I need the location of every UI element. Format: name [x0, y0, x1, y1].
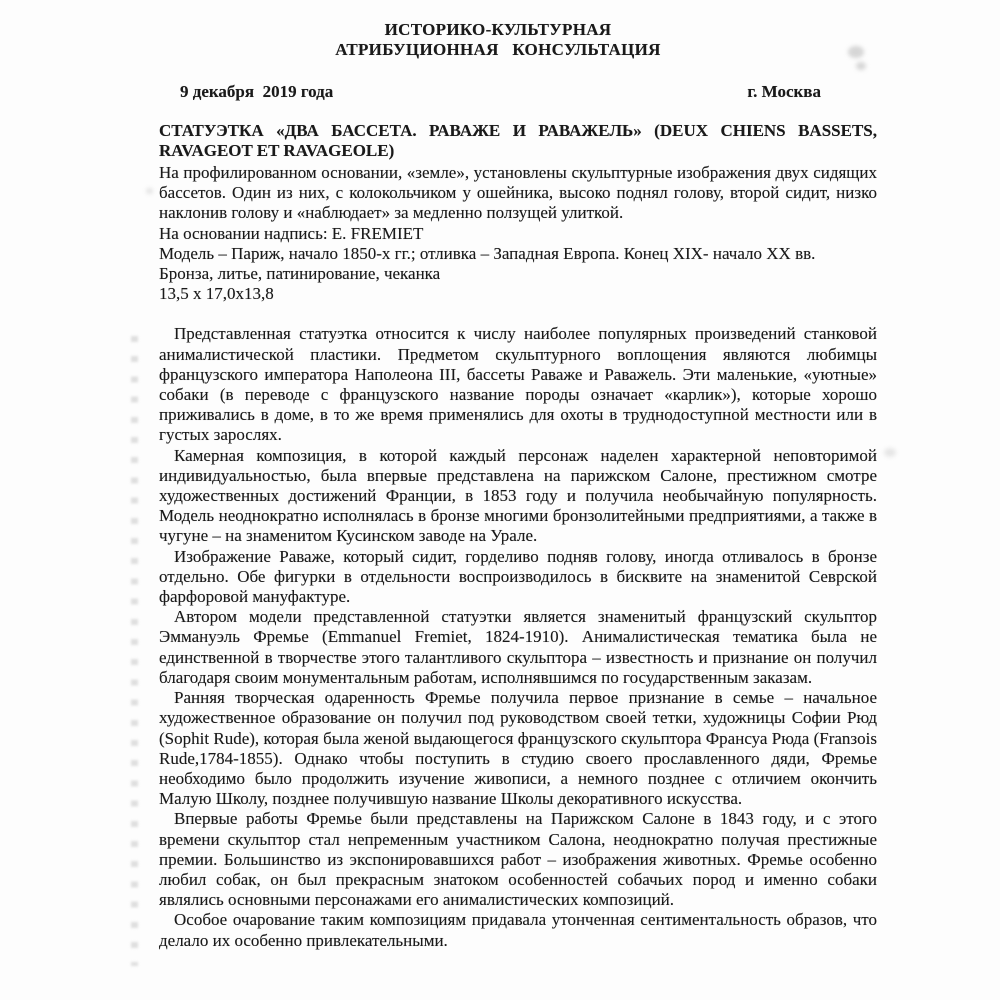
- document-title: [159, 121, 877, 161]
- paragraph: Представленная статуэтка относится к числу наиболее популярных произведений станковой анималистической пластики. Предметом скульптурного воплощения являются любимцы французского императора Наполеона III, бассеты Раваже и Раважель. Эти маленькие, «уютные» собаки (в переводе с французского название породы означает «карлик»), которые хорошо приживались в доме, в то же время применялись для охоты в труднодоступной местности или в густых зарослях.: [159, 324, 877, 445]
- document-header: [159, 20, 877, 60]
- paragraph: Особое очарование таким композициям придавала утонченная сентиментальность образов, что делало их особенно привлекательными.: [159, 910, 877, 950]
- paragraph: Изображение Раваже, который сидит, горделиво подняв голову, иногда отливалось в бронзе отдельно. Обе фигурки в отдельности воспроизводилось в бисквите на знаменитой Севрской фарфоровой мануфактуре.: [159, 546, 877, 607]
- object-description: [159, 163, 877, 304]
- document-title-line-2: RAVAGEOT ET RAVAGEOLE): [159, 140, 395, 160]
- scan-smudge: [884, 448, 896, 457]
- description-line: На основании надпись: E. FREMIET: [159, 223, 424, 243]
- header-line-2: АТРИБУЦИОННАЯ КОНСУЛЬТАЦИЯ: [335, 40, 661, 60]
- paragraph: Камерная композиция, в которой каждый персонаж наделен характерной неповторимой индивидуальностью, была впервые представлена на парижском Салоне, престижном смотре художественных достижений Франции, в 1853 году и получила необычайную популярность. Модель неоднократно исполнялась в бронзе многими бронзолитейными предприятиями, а также в чугуне – на знаменитом Кусинском заводе на Урале.: [159, 445, 877, 546]
- description-line: 13,5 х 17,0х13,8: [159, 284, 274, 304]
- date-text: 9 декабря 2019 года: [180, 82, 334, 102]
- header-line-1: ИСТОРИКО-КУЛЬТУРНАЯ: [384, 20, 612, 39]
- paragraph: Автором модели представленной статуэтки является знаменитый французский скульптор Эммануэль Фремье (Emmanuel Fremiet, 1824-1910). Анималистическая тематика была не единственной в творчестве этого талантливого скульптора – известность и признание он получил благодаря своим монументальным работам, исполнявшимся по государственным заказам.: [159, 607, 877, 687]
- description-line: На профилированном основании, «земле», установлены скульптурные изображения двух сидящих бассетов. Один из них, с колокольчиком у ошейника, высоко поднял голову, второй сидит, низко наклонив голову и «наблюдает» за медленно ползущей улиткой.: [159, 163, 877, 223]
- scan-smudge-strip: [131, 336, 138, 966]
- description-line: Бронза, литье, патинирование, чеканка: [159, 264, 441, 284]
- document-content: [159, 20, 877, 951]
- scan-smudge: [146, 188, 153, 194]
- document-body: [159, 324, 877, 950]
- dateline: [159, 82, 877, 102]
- document-title-line-1: СТАТУЭТКА «ДВА БАССЕТА. РАВАЖЕ И РАВАЖЕЛЬ» (DEUX CHIENS BASSETS,: [159, 120, 877, 140]
- paragraph: Ранняя творческая одаренность Фремье получила первое признание в семье – начальное художественное образование он получил под руководством своей тетки, художницы Софии Рюд (Sophit Rude), которая была женой выдающегося французского скульптора Франсуа Рюда (Franзois Rude,1784-1855). Однако чтобы поступить в студию своего прославленного дяди, Фремье необходимо было продолжить изучение живописи, а немного позднее с отличием окончить Малую Школу, позднее получившую название Школы декоративного искусства.: [159, 688, 877, 809]
- city-text: г. Москва: [747, 82, 821, 102]
- description-line: Модель – Париж, начало 1850-х гг.; отливка – Западная Европа. Конец XIX- начало XX вв.: [159, 243, 816, 263]
- paragraph: Впервые работы Фремье были представлены на Парижском Салоне в 1843 году, и с этого времени скульптор стал непременным участником Салона, неоднократно получая престижные премии. Большинство из экспонировавшихся работ – изображения животных. Фремье особенно любил собак, он был прекрасным знатоком особенностей собачьих пород и именно собаки являлись основными персонажами его анималистических композиций.: [159, 809, 877, 910]
